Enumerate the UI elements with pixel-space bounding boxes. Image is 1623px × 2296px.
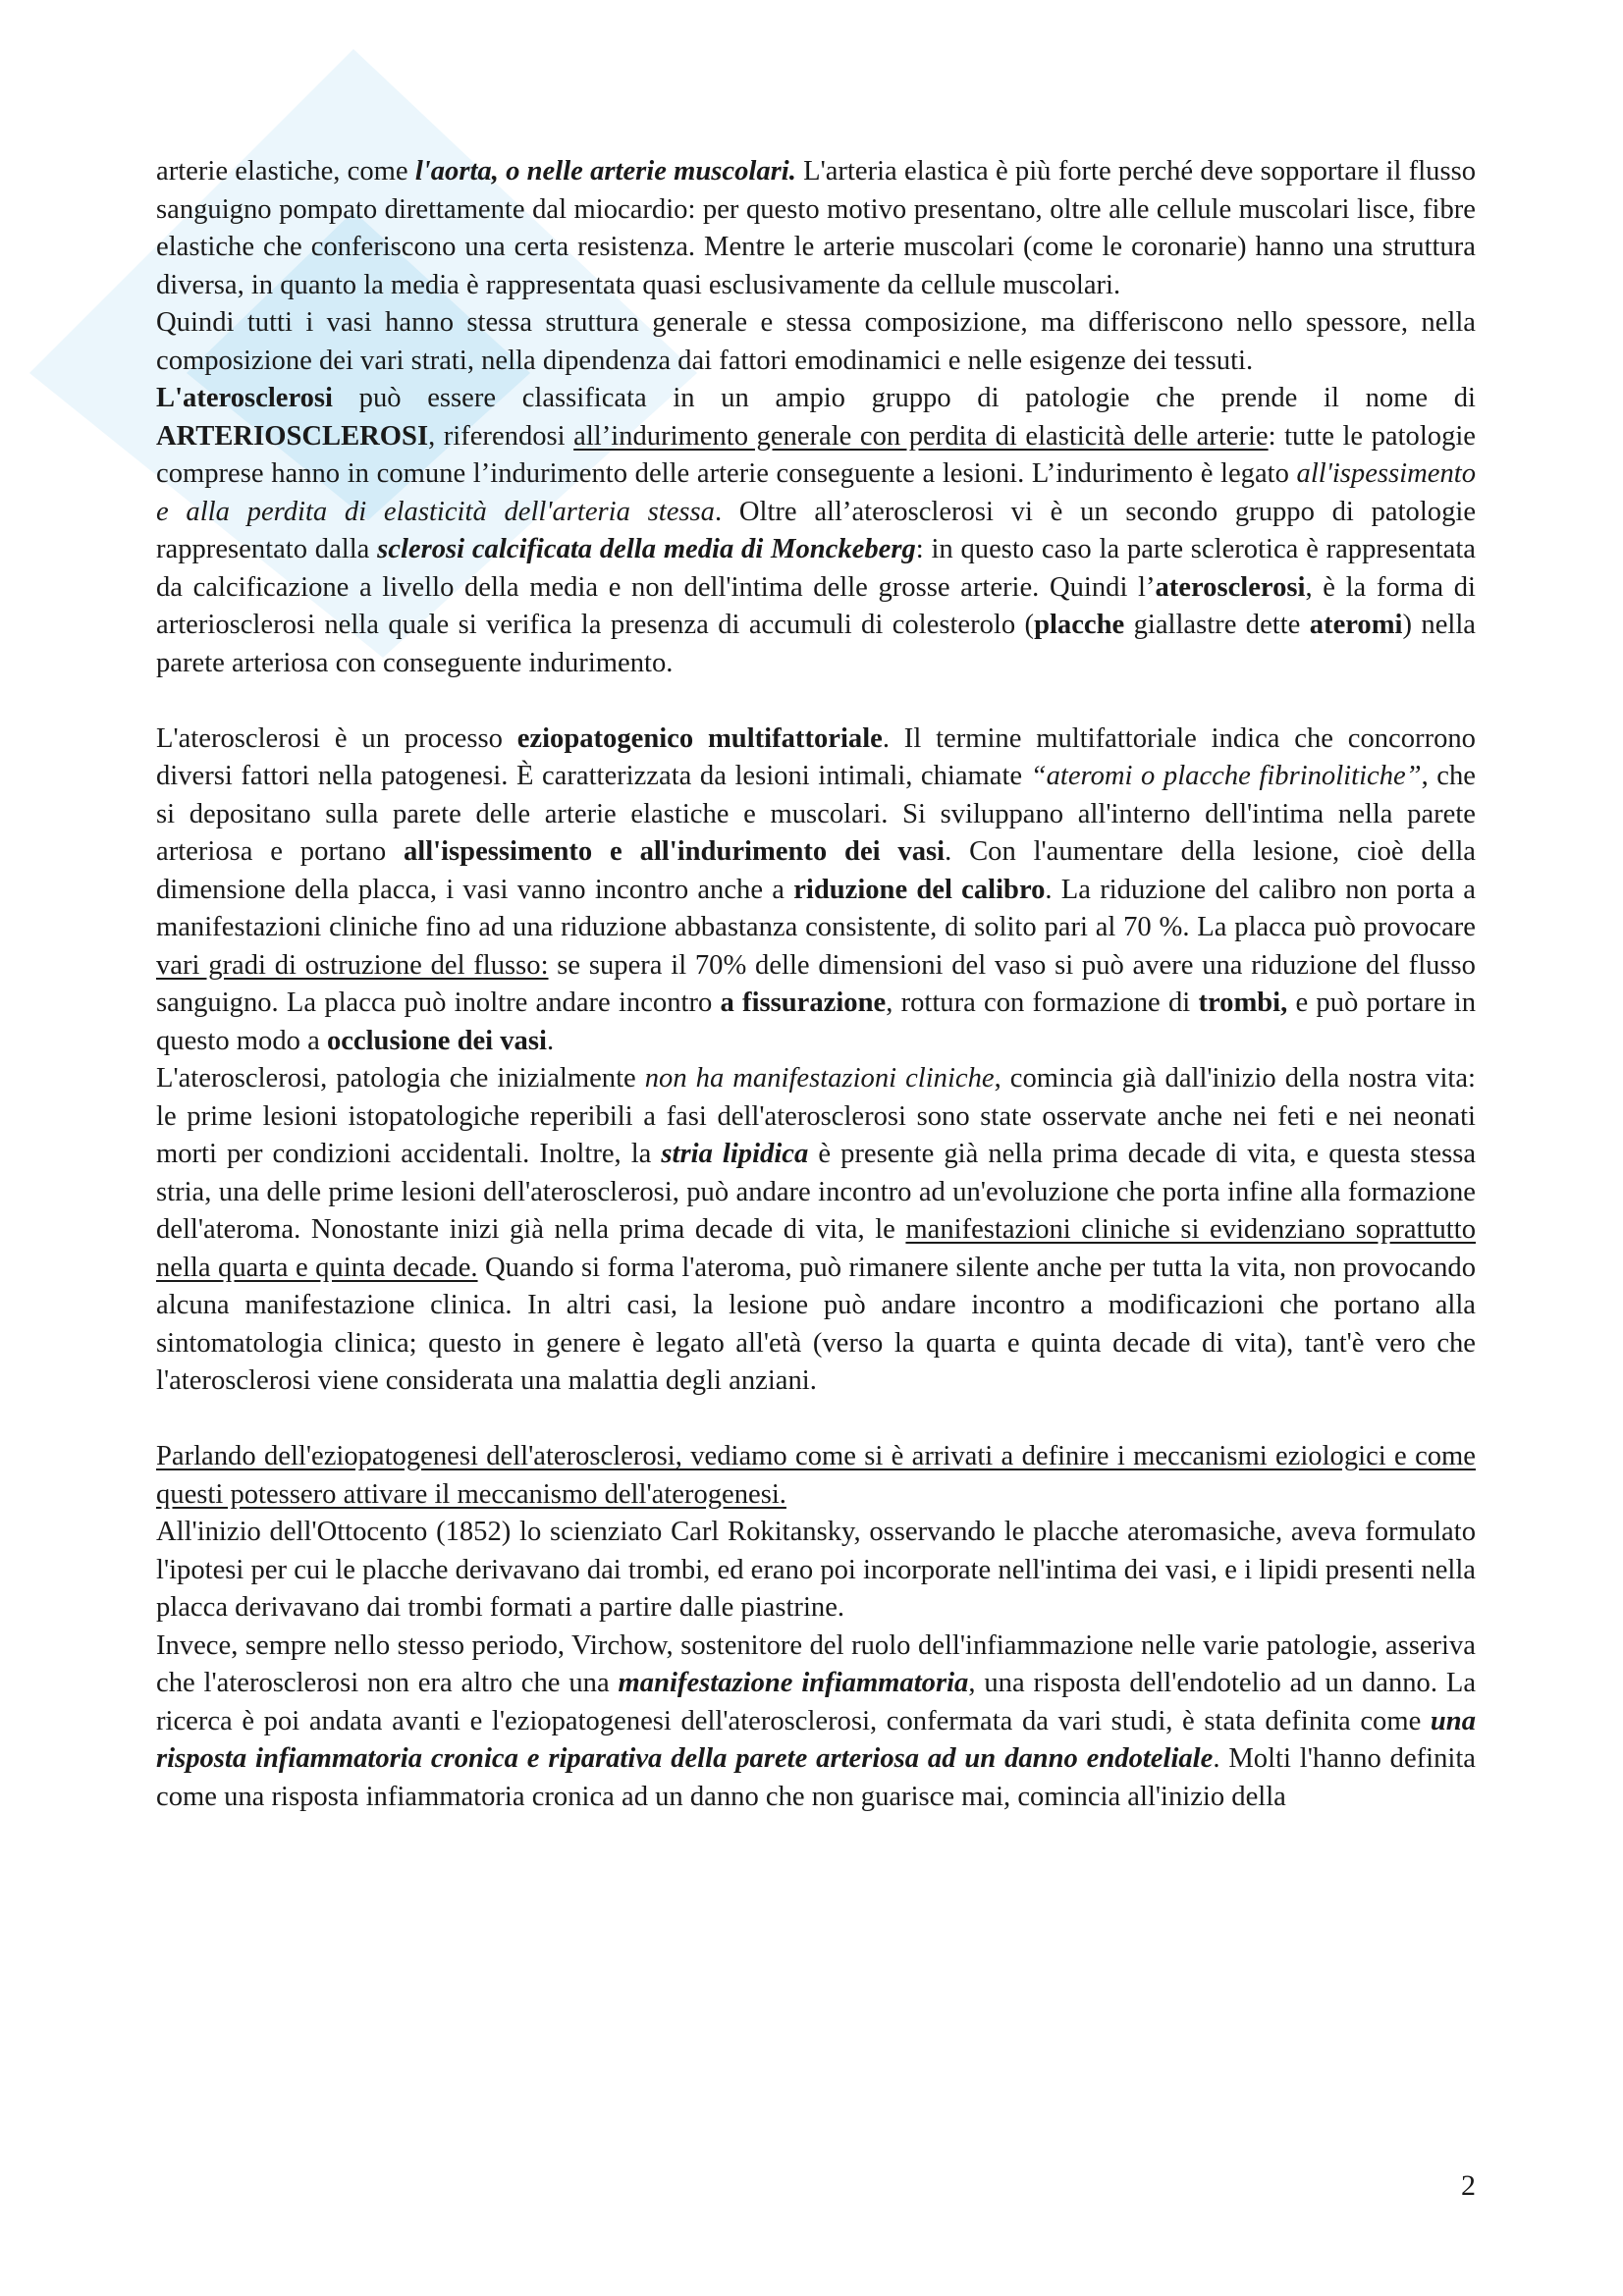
text-run: , riferendosi — [428, 420, 574, 452]
text-run: Invece, sempre nello stesso periodo, Virchow, sostenitore del ruolo dell'infiammazione nelle varie patologie, asseriva che l'aterosclerosi non era altro che una — [156, 1629, 1476, 1698]
text-run: “ateromi o placche fibrinolitiche” — [1030, 761, 1422, 791]
text-run: ateromi — [1309, 610, 1403, 640]
text-run: All'inizio dell'Ottocento (1852) lo scienziato Carl Rokitansky, osservando le placche ateromasiche, aveva formulato l'ipotesi per cui le placche derivavano dai trombi, ed erano poi incorporate nell'intima dei vasi, e i lipidi presenti nella placca derivavano dai trombi formati a partire dalle piastrine. — [156, 1517, 1476, 1623]
text-run: può essere classificata in un ampio gruppo di patologie che prende il nome di — [333, 383, 1476, 413]
text-run: manifestazioni cliniche si evidenziano soprattutto nella quarta e quinta decade. — [156, 1214, 1476, 1283]
paragraph-spacer — [156, 682, 1476, 721]
paragraph — [156, 1514, 1476, 1628]
text-run: arterie elastiche, come — [156, 156, 415, 187]
text-run: aterosclerosi — [1155, 571, 1306, 603]
text-run: trombi, — [1198, 988, 1288, 1018]
paragraph — [156, 1438, 1476, 1514]
text-run: : tutte le patologie comprese hanno in comune l’indurimento delle arterie conseguente a lesioni. L’indurimento è legato — [156, 420, 1477, 489]
text-run: giallastre dette — [1124, 610, 1310, 640]
text-run: l'aorta, o nelle arterie muscolari. — [414, 156, 796, 187]
text-run: stria lipidica — [661, 1139, 809, 1169]
text-run: . Il termine multifattoriale indica che concorrono diversi fattori nella patogenesi. È caratterizzata da lesioni intimali, chiamate — [156, 722, 1476, 791]
text-run: riduzione del calibro — [793, 874, 1046, 905]
text-run: occlusione dei vasi — [326, 1025, 547, 1056]
text-run: è presente già nella prima decade di vita, e questa stessa stria, una delle prime lesioni dell'aterosclerosi, può andare incontro ad un'evoluzione che porta infine alla formazione dell'ateroma. Nonostante inizi già nella prima decade di vita, le — [156, 1139, 1477, 1245]
text-run: eziopatogenico multifattoriale — [516, 722, 883, 754]
paragraph — [156, 721, 1476, 1061]
text-run: , comincia già dall'inizio della nostra vita: le prime lesioni istopatologiche reperibili a fasi dell'aterosclerosi sono state osservate anche nei feti e nei neonati morti per condizioni accidentali. Inoltre, la — [156, 1063, 1476, 1169]
text-run: , che si depositano sulla parete delle arterie elastiche e muscolari. Si sviluppano all'interno dell'intima nella parete arteriosa e portano — [156, 761, 1476, 867]
document-body — [156, 153, 1476, 1816]
text-run: , una risposta dell'endotelio ad un danno. La ricerca è poi andata avanti e l'eziopatogenesi dell'aterosclerosi, confermata da vari studi, è stata definita come — [156, 1668, 1477, 1736]
paragraph — [156, 380, 1476, 682]
text-run: , rottura con formazione di — [886, 988, 1199, 1018]
text-run: placche — [1034, 610, 1125, 640]
paragraph — [156, 153, 1476, 304]
text-run: all’indurimento generale con perdita di elasticità delle arterie — [573, 420, 1269, 452]
text-run: . Oltre all’aterosclerosi vi è un secondo gruppo di patologie rappresentato dalla — [156, 496, 1477, 564]
text-run: all'ispessimento e all'indurimento dei vasi — [403, 836, 946, 867]
paragraph — [156, 304, 1476, 380]
text-run: manifestazione infiammatoria — [618, 1668, 969, 1698]
text-run: . — [546, 1025, 555, 1056]
text-run: a fissurazione — [720, 988, 887, 1018]
text-run: e può portare in questo modo a — [156, 988, 1476, 1056]
text-run: sclerosi calcificata della media di Monckeberg — [377, 534, 916, 564]
text-run: . Molti l'hanno definita come una risposta infiammatoria cronica ad un danno che non guarisce mai, comincia all'inizio della — [156, 1743, 1476, 1812]
text-run: Parlando dell'eziopatogenesi dell'aterosclerosi, vediamo come si è arrivati a definire i meccanismi eziologici e come questi potessero attivare il meccanismo dell'aterogenesi. — [156, 1441, 1476, 1510]
text-run: Quando si forma l'ateroma, può rimanere silente anche per tutta la vita, non provocando alcuna manifestazione clinica. In altri casi, la lesione può andare incontro a modificazioni che portano alla sintomatologia clinica; questo in genere è legato all'età (verso la quarta e quinta decade di vita), tant'è vero che l'aterosclerosi viene considerata una malattia degli anziani. — [156, 1252, 1476, 1396]
text-run: ARTERIOSCLEROSI — [156, 420, 429, 452]
text-run: L'arteria elastica è più forte perché deve sopportare il flusso sanguigno pompato direttamente dal miocardio: per questo motivo presentano, oltre alle cellule muscolari lisce, fibre elastiche che conferiscono una certa resistenza. Mentre le arterie muscolari (come le coronarie) hanno una struttura diversa, in quanto la media è rappresentata quasi esclusivamente da cellule muscolari. — [156, 156, 1476, 300]
text-run: vari gradi di ostruzione del flusso: — [156, 949, 549, 981]
text-run: non ha manifestazioni cliniche — [644, 1063, 995, 1094]
paragraph — [156, 1060, 1476, 1401]
text-run: L'aterosclerosi — [156, 383, 333, 413]
text-run: L'aterosclerosi, patologia che inizialmente — [156, 1063, 645, 1094]
text-run: . La riduzione del calibro non porta a manifestazioni cliniche fino ad una riduzione abbastanza consistente, di solito pari al 70 %. La placca può provocare — [156, 874, 1476, 942]
text-run: , è la forma di arteriosclerosi nella quale si verifica la presenza di accumuli di colesterolo ( — [156, 571, 1476, 640]
text-run: ) nella parete arteriosa con conseguente indurimento. — [156, 610, 1476, 678]
page-number: 2 — [1461, 2169, 1476, 2202]
text-run: all'ispessimento e alla perdita di elasticità dell'arteria stessa — [156, 458, 1476, 527]
text-run: se supera il 70% delle dimensioni del vaso si può avere una riduzione del flusso sanguigno. La placca può inoltre andare incontro — [156, 949, 1476, 1018]
text-run: . Con l'aumentare della lesione, cioè della dimensione della placca, i vasi vanno incontro anche a — [156, 836, 1476, 905]
paragraph — [156, 1628, 1476, 1817]
text-run: Quindi tutti i vasi hanno stessa struttura generale e stessa composizione, ma differiscono nello spessore, nella composizione dei vari strati, nella dipendenza dai fattori emodinamici e nelle esigenze dei tessuti. — [156, 307, 1476, 376]
text-run: L'aterosclerosi è un processo — [156, 722, 517, 754]
text-run: una risposta infiammatoria cronica e riparativa della parete arteriosa ad un danno endoteliale — [156, 1705, 1476, 1774]
text-run: : in questo caso la parte sclerotica è rappresentata da calcificazione a livello della media e non dell'intima delle grosse arterie. Quindi l’ — [156, 534, 1476, 603]
paragraph-spacer — [156, 1401, 1476, 1439]
